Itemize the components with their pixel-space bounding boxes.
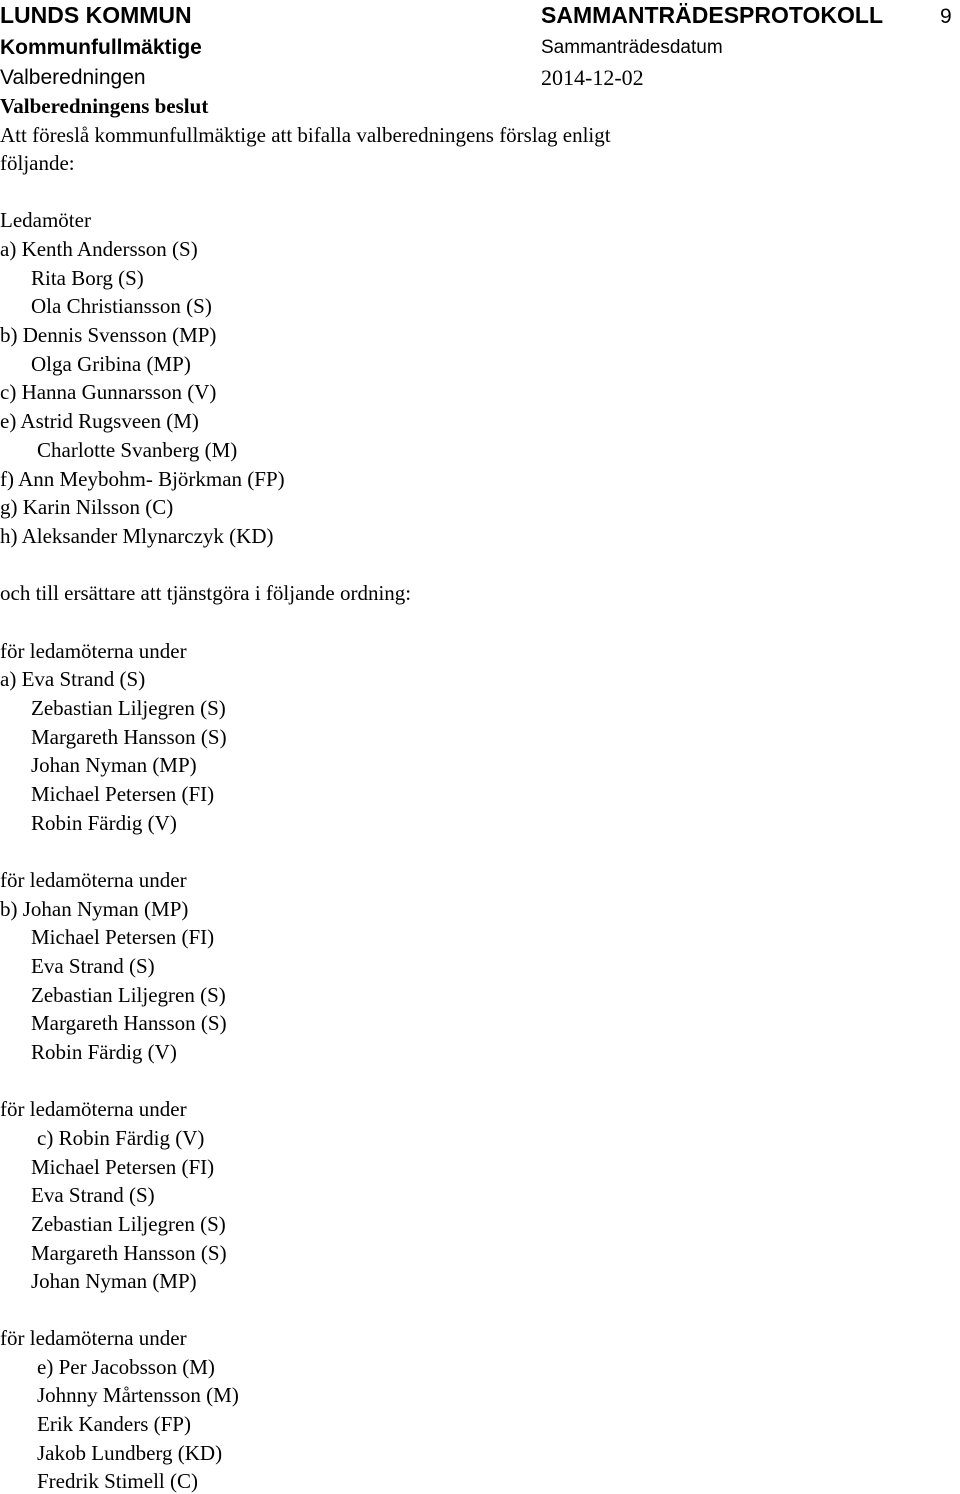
member-line: h) Aleksander Mlynarczyk (KD): [0, 524, 274, 548]
municipality-name: LUNDS KOMMUN: [0, 2, 192, 28]
substitute-line: Michael Petersen (FI): [31, 925, 215, 949]
decision-text-line: följande:: [0, 151, 75, 175]
substitute-line: Michael Petersen (FI): [31, 782, 215, 806]
substitute-line: Robin Färdig (V): [31, 811, 177, 835]
group-heading: för ledamöterna under: [0, 868, 187, 892]
substitutes-intro: och till ersättare att tjänstgöra i följande ordning:: [0, 581, 412, 605]
substitute-line: c) Robin Färdig (V): [37, 1126, 205, 1150]
member-line: Ola Christiansson (S): [31, 294, 212, 318]
member-line: e) Astrid Rugsveen (M): [0, 409, 199, 433]
group-heading: för ledamöterna under: [0, 1326, 187, 1350]
assembly-name: Kommunfullmäktige: [0, 36, 202, 59]
member-line: b) Dennis Svensson (MP): [0, 323, 217, 347]
group-heading: för ledamöterna under: [0, 639, 187, 663]
member-line: c) Hanna Gunnarsson (V): [0, 380, 217, 404]
substitute-line: Margareth Hansson (S): [31, 1241, 227, 1265]
committee-name: Valberedningen: [0, 66, 146, 89]
substitute-line: Eva Strand (S): [31, 954, 155, 978]
decision-heading: Valberedningens beslut: [0, 94, 209, 118]
member-line: f) Ann Meybohm- Björkman (FP): [0, 467, 285, 491]
substitute-line: Zebastian Liljegren (S): [31, 983, 226, 1007]
substitute-line: Erik Kanders (FP): [37, 1412, 191, 1436]
group-heading: för ledamöterna under: [0, 1097, 187, 1121]
members-heading: Ledamöter: [0, 208, 91, 232]
substitute-line: Margareth Hansson (S): [31, 725, 227, 749]
substitute-line: Jakob Lundberg (KD): [37, 1441, 223, 1465]
page-number: 9: [940, 5, 952, 28]
substitute-line: Eva Strand (S): [31, 1183, 155, 1207]
substitute-line: Michael Petersen (FI): [31, 1155, 215, 1179]
document-type: SAMMANTRÄDESPROTOKOLL: [541, 2, 884, 28]
substitute-line: Margareth Hansson (S): [31, 1011, 227, 1035]
decision-text-line: Att föreslå kommunfullmäktige att bifalla valberedningens förslag enligt: [0, 123, 611, 147]
substitute-line: Johan Nyman (MP): [31, 753, 197, 777]
member-line: Charlotte Svanberg (M): [37, 438, 238, 462]
substitute-line: Fredrik Stimell (C): [37, 1469, 198, 1493]
substitute-line: Johan Nyman (MP): [31, 1269, 197, 1293]
meeting-date-label: Sammanträdesdatum: [541, 37, 723, 58]
substitute-line: Johnny Mårtensson (M): [37, 1383, 239, 1407]
substitute-line: b) Johan Nyman (MP): [0, 897, 189, 921]
meeting-date: 2014-12-02: [541, 65, 644, 90]
member-line: g) Karin Nilsson (C): [0, 495, 174, 519]
member-line: Rita Borg (S): [31, 266, 144, 290]
substitute-line: Zebastian Liljegren (S): [31, 1212, 226, 1236]
substitute-line: e) Per Jacobsson (M): [37, 1355, 215, 1379]
substitute-line: Robin Färdig (V): [31, 1040, 177, 1064]
substitute-line: Zebastian Liljegren (S): [31, 696, 226, 720]
member-line: a) Kenth Andersson (S): [0, 237, 198, 261]
substitute-line: a) Eva Strand (S): [0, 667, 146, 691]
member-line: Olga Gribina (MP): [31, 352, 191, 376]
